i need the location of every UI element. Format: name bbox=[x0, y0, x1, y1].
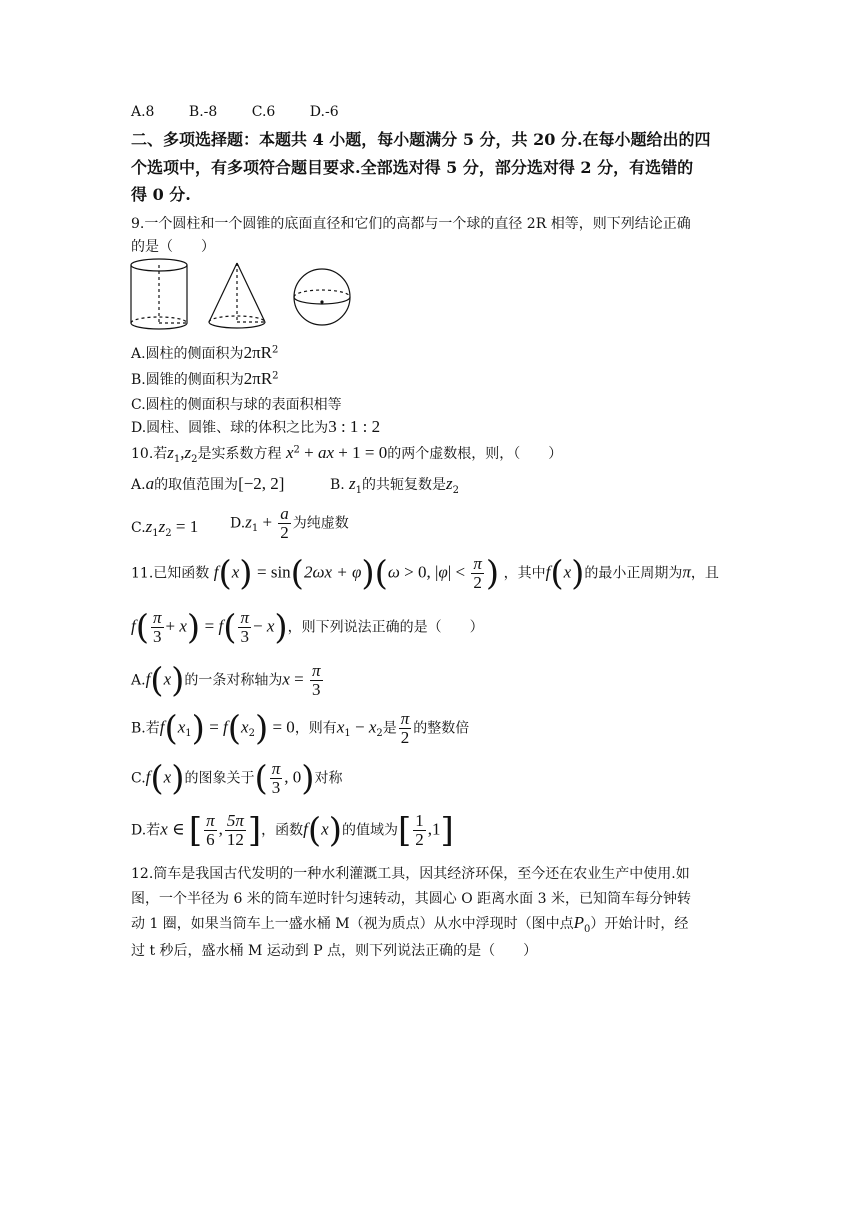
q11-option-c: C.f(x)的图象关于( $\frac{\pi}{3}$ , 0)对称 bbox=[131, 758, 343, 799]
q12-stem-line2: 图，一个半径为 6 米的筒车逆时针匀速转动，其圆心 O 距离水面 3 米，已知筒车每分钟转 bbox=[131, 891, 691, 907]
q10-option-a: A.a的取值范围为[−2, 2] bbox=[131, 474, 285, 493]
q11-option-a: A.f(x)的一条对称轴为x = $\frac{\pi}{3}$ bbox=[131, 660, 321, 701]
q9-option-d: D.圆柱、圆锥、球的体积之比为3 : 1 : 2 bbox=[131, 417, 381, 436]
cylinder-figure bbox=[131, 259, 187, 329]
q9-option-b: B.圆锥的侧面积为$2\pi R^2$ bbox=[131, 369, 279, 388]
q10-option-d: $D.z_1$ + $\frac{a}{2}$ 为纯虚数 bbox=[230, 504, 349, 542]
option-d: D.-6 bbox=[309, 104, 339, 120]
q10-option-c: $C.z_1z_2 = 1$ bbox=[131, 517, 199, 539]
section-heading-line3: 得 0 分. bbox=[131, 185, 191, 204]
sphere-figure bbox=[294, 269, 350, 325]
q10-stem: 10.若$z_1,z_2$是实系数方程 $x^2$ + ax + 1 = 0的两个虚数根，则，（ ） bbox=[131, 443, 563, 465]
q9-option-c: C.圆柱的侧面积与球的表面积相等 bbox=[131, 397, 342, 413]
q11-stem-line2: f( $\frac{\pi}{3}$ + x) = f( $\frac{\pi}{3}$ − x)，则下列说法正确的是（ ） bbox=[131, 607, 484, 648]
q9-option-a: A.圆柱的侧面积为$2\pi R^2$ bbox=[131, 343, 279, 362]
option-c: C.6 bbox=[251, 104, 276, 120]
cone-figure bbox=[209, 263, 265, 328]
section-heading-line1: 二、多项选择题：本题共 4 小题，每小题满分 5 分，共 20 分.在每小题给出的四 bbox=[131, 130, 711, 149]
option-a: A.8 bbox=[131, 104, 155, 120]
q12-stem-line3: 动 1 圈，如果当筒车上一盛水桶 M（视为质点）从水中浮现时（图中点$P_0$）开始计时，经 bbox=[131, 913, 689, 935]
section-heading-line2: 个选项中，有多项符合题目要求.全部选对得 5 分，部分选对得 2 分，有选错的 bbox=[131, 158, 694, 177]
q12-stem-line1: 12.筒车是我国古代发明的一种水利灌溉工具，因其经济环保，至今还在农业生产中使用.如 bbox=[131, 866, 690, 882]
q11-option-b: B.若$f(x_1) = f(x_2) = 0$，则有$x_1 - x_2$是 $\frac{\pi}{2}$ 的整数倍 bbox=[131, 708, 470, 749]
q12-stem-line4: 过 t 秒后，盛水桶 M 运动到 P 点，则下列说法正确的是（ ） bbox=[131, 943, 538, 959]
q9-stem-line1: 9.一个圆柱和一个圆锥的底面直径和它们的高都与一个球的直径 2R 相等，则下列结论正确 bbox=[131, 216, 691, 232]
q11-option-d: D.若x ∈ [ $\frac{\pi}{6}$ , $\frac{5\pi}{12}$ ]，函数f(x)的值域为[ $\frac{1}{2}$ ,1] bbox=[131, 810, 454, 851]
q10-option-b: B. $z_1$的共轭复数是$z_2$ bbox=[330, 474, 459, 496]
q11-stem-line1: 11.已知函数 f(x) = sin(2ωx + φ)(ω > 0, |φ| < $\frac{\pi}{2}$ ) ，其中f(x)的最小正周期为π，且 bbox=[131, 553, 719, 594]
q9-figure bbox=[126, 255, 366, 337]
q9-stem-line2: 的是（ ） bbox=[131, 239, 215, 255]
option-b: B.-8 bbox=[188, 104, 218, 120]
prev-question-options bbox=[131, 104, 369, 120]
